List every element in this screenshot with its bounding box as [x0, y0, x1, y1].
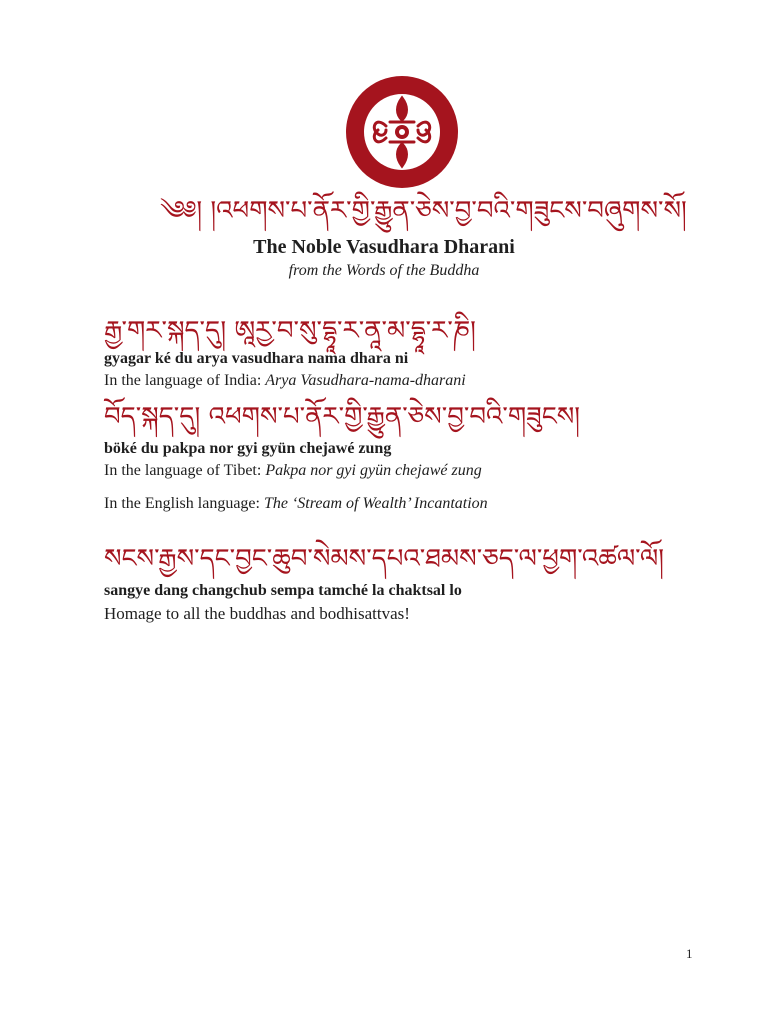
translation-tibet-prefix: In the language of Tibet:	[104, 462, 266, 479]
translation-india	[104, 372, 466, 390]
translation-india-italic: Arya Vasudhara-nama-dharani	[265, 372, 466, 389]
tibetan-title	[160, 196, 687, 232]
translation-homage: Homage to all the buddhas and bodhisattvas!	[104, 604, 410, 623]
tibetan-india-line: རྒྱ་གར་སྐད་དུ། ཨཱརྱ་བ་སུ་དྷཱ་ར་ནཱ་མ་དྷཱ་ར་ཎི།	[104, 316, 476, 346]
tibetan-title-text: ༄༅། །འཕགས་པ་ནོར་གྱི་རྒྱུན་ཅེས་བྱ་བའི་གཟུངས་བཞུགས་སོ།	[160, 196, 687, 226]
page-subtitle: from the Words of the Buddha	[288, 262, 480, 279]
tibetan-tibet-line: བོད་སྐད་དུ། འཕགས་པ་ནོར་གྱི་རྒྱུན་ཅེས་བྱ་བའི་གཟུངས།	[104, 402, 581, 432]
transliteration-india: gyagar ké du arya vasudhara nama dhara ni	[104, 350, 409, 367]
english-prefix: In the English language:	[104, 495, 264, 512]
translation-india-prefix: In the language of India:	[104, 372, 266, 389]
english-language-line	[104, 495, 488, 513]
page-number: 1	[686, 946, 693, 961]
english-italic: The ‘Stream of Wealth’ Incantation	[263, 495, 488, 512]
transliteration-homage: sangye dang changchub sempa tamché la chaktsal lo	[104, 582, 462, 599]
tibetan-homage-line: སངས་རྒྱས་དང་བྱང་ཆུབ་སེམས་དཔའ་ཐམས་ཅད་ལ་ཕྱག་འཚལ་ལོ།	[104, 544, 664, 574]
page-title: The Noble Vasudhara Dharani	[253, 236, 515, 258]
translation-tibet	[104, 462, 482, 480]
transliteration-tibet: böké du pakpa nor gyi gyün chejawé zung	[104, 440, 392, 457]
vajra-emblem-icon	[346, 76, 458, 188]
translation-tibet-italic: Pakpa nor gyi gyün chejawé zung	[265, 462, 482, 479]
